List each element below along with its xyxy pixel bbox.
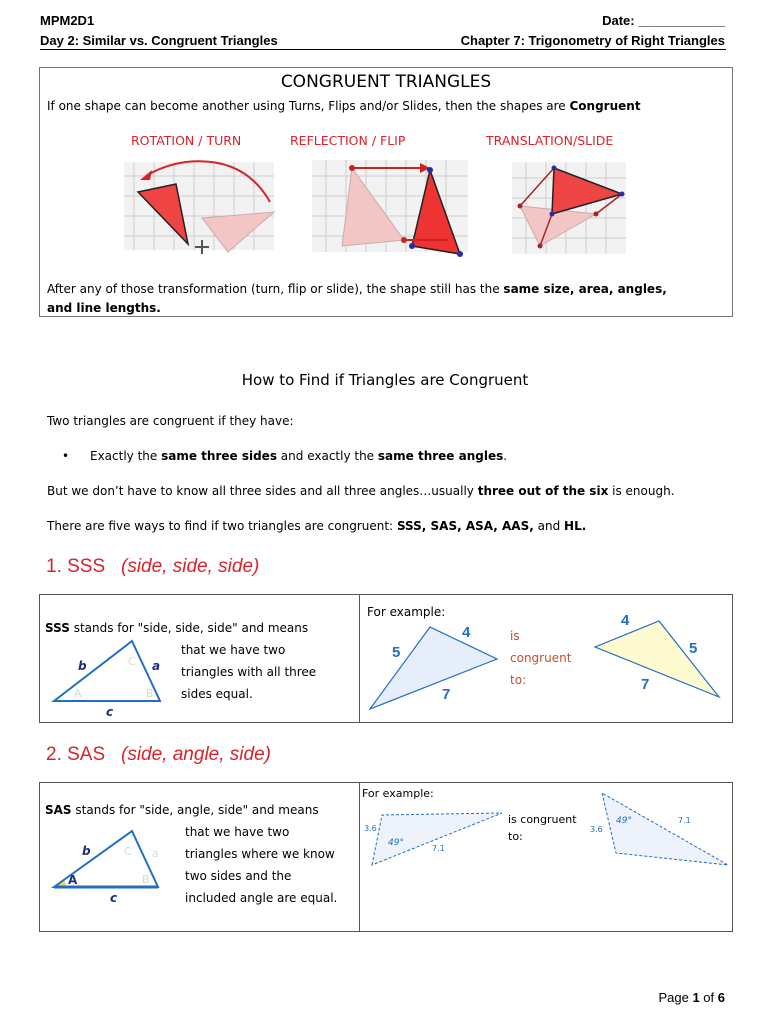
sas-description: SAS stands for "side, angle, side" and means that we have two triangles where we know two sides and the included angle are equal. (45, 803, 338, 905)
svg-text:C: C (128, 655, 136, 668)
svg-text:a: a (152, 659, 161, 673)
svg-text:4: 4 (621, 612, 630, 629)
sss-description: SSS stands for "side, side, side" and means that we have two triangles with all three sides equal. (45, 621, 317, 701)
bullet-dot: • (62, 449, 70, 463)
sas-is-congruent: is congruent to: (508, 813, 577, 843)
translation-diagram (512, 156, 632, 256)
sas-example-triangle-2 (588, 787, 733, 871)
page-number: Page 1 of 6 (658, 990, 725, 1005)
label-rotation: ROTATION / TURN (131, 133, 242, 148)
sss-is-congruent: is congruent to: (510, 629, 572, 687)
sss-box (39, 594, 733, 723)
chapter-title: Chapter 7: Trigonometry of Right Triangles (460, 33, 725, 48)
sss-example-label: For example: (367, 605, 446, 619)
svg-text:4: 4 (462, 624, 471, 641)
svg-text:3.6: 3.6 (364, 824, 377, 833)
svg-text:C: C (124, 845, 132, 858)
lesson-title: Day 2: Similar vs. Congruent Triangles (40, 33, 278, 48)
svg-text:5: 5 (689, 640, 698, 657)
sas-divider (359, 783, 360, 931)
sss-labeled-triangle (48, 637, 178, 717)
date-field: Date: ____________ (602, 13, 725, 28)
congruent-box (39, 67, 733, 317)
svg-text:c: c (106, 705, 114, 717)
svg-text:49°: 49° (616, 816, 632, 826)
svg-text:B: B (142, 873, 150, 886)
how-to-line2: But we don’t have to know all three sides and all three angles…usually three out of the six is enough. (47, 484, 675, 498)
sas-example-triangle-1 (362, 801, 512, 881)
how-to-bullet: • Exactly the same three sides and exactly the same three angles. (62, 449, 508, 463)
label-reflection: REFLECTION / FLIP (290, 133, 406, 148)
svg-text:7: 7 (442, 686, 451, 703)
svg-text:A: A (68, 873, 78, 887)
how-to-heading: How to Find if Triangles are Congruent (241, 371, 529, 389)
svg-text:c: c (110, 891, 118, 905)
svg-text:A: A (74, 687, 82, 700)
svg-text:49°: 49° (388, 838, 404, 848)
svg-text:a: a (152, 847, 159, 860)
sas-labeled-triangle (48, 827, 178, 907)
label-translation: TRANSLATION/SLIDE (486, 133, 614, 148)
svg-text:7: 7 (641, 676, 650, 693)
congruent-intro: If one shape can become another using Turns, Flips and/or Slides, then the shapes are Congruent (47, 99, 641, 113)
rotation-diagram (124, 156, 284, 256)
svg-text:7.1: 7.1 (432, 844, 445, 853)
reflection-diagram (312, 154, 472, 258)
svg-text:5: 5 (392, 644, 401, 661)
course-code: MPM2D1 (40, 13, 95, 28)
how-to-line1: Two triangles are congruent if they have: (47, 414, 294, 428)
sas-title: 2. SAS (side, angle, side) (46, 744, 271, 765)
sas-example-label: For example: (362, 787, 434, 800)
sss-divider (359, 595, 360, 722)
sss-example-triangle-2 (585, 605, 730, 715)
svg-text:B: B (146, 687, 154, 700)
header-rule (40, 49, 726, 50)
sss-title: 1. SSS (side, side, side) (46, 556, 260, 577)
sss-example-triangle-1 (362, 617, 512, 717)
how-to-line3: There are five ways to find if two triangles are congruent: SSS, SAS, ASA, AAS, and HL. (47, 519, 587, 533)
svg-text:3.6: 3.6 (590, 825, 603, 834)
congruent-title: CONGRUENT TRIANGLES (280, 72, 492, 92)
svg-text:7.1: 7.1 (678, 816, 691, 825)
svg-text:b: b (78, 659, 87, 673)
congruent-after-text: After any of those transformation (turn, flip or slide), the shape still has the same size, area, angles, and line lengths. (47, 282, 667, 315)
svg-text:b: b (82, 844, 91, 858)
sas-box (39, 782, 733, 932)
